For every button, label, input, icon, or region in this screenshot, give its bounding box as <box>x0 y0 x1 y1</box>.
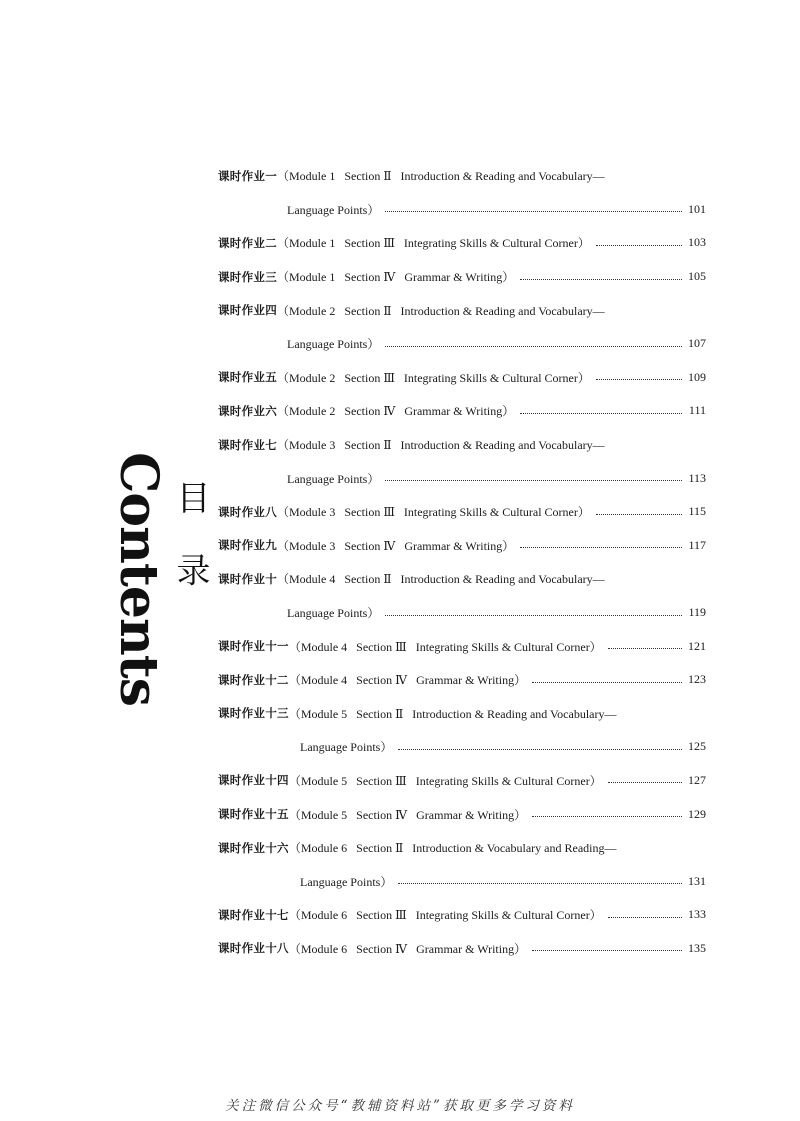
contents-title-chinese: 目 录 <box>170 480 210 601</box>
toc-dot-leader <box>520 546 682 548</box>
toc-dot-leader <box>596 378 682 380</box>
toc-dot-leader <box>520 412 682 414</box>
toc-dot-leader <box>608 781 682 783</box>
toc-entry-lesson-label: 课时作业十一 <box>218 639 289 654</box>
toc-entry[interactable] <box>218 159 706 193</box>
toc-entry[interactable] <box>218 394 706 428</box>
toc-dot-leader <box>532 815 682 817</box>
toc-entry-lesson-label: 课时作业十七 <box>218 907 289 922</box>
toc-entry[interactable] <box>218 932 706 966</box>
toc-entry-title: （Module 1 Section Ⅱ Introduction & Reading and Vocabulary— <box>277 169 605 184</box>
toc-entry[interactable] <box>218 495 706 529</box>
toc-entry-lesson-label: 课时作业十二 <box>218 672 289 687</box>
toc-page-number: 123 <box>688 672 706 687</box>
toc-dot-leader <box>385 614 682 616</box>
toc-entry-title: （Module 4 Section Ⅲ Integrating Skills & Cultural Corner） <box>288 639 602 654</box>
toc-dot-leader <box>532 949 682 951</box>
toc-entry[interactable] <box>218 461 706 495</box>
toc-entry-title: Language Points） <box>300 740 393 755</box>
toc-entry-title: （Module 3 Section Ⅲ Integrating Skills & Cultural Corner） <box>277 505 590 520</box>
toc-entry-lesson-label: 课时作业十三 <box>218 706 289 721</box>
toc-entry[interactable] <box>218 193 706 227</box>
toc-dot-leader <box>520 278 682 280</box>
toc-entry[interactable] <box>218 428 706 462</box>
toc-entry[interactable] <box>218 327 706 361</box>
toc-entry-lesson-label: 课时作业十 <box>218 571 277 586</box>
toc-entry-lesson-label: 课时作业三 <box>218 269 277 284</box>
toc-entry-title: （Module 5 Section Ⅳ Grammar & Writing） <box>288 807 527 822</box>
toc-entry-lesson-label: 课时作业十四 <box>218 773 289 788</box>
toc-entry[interactable] <box>218 529 706 563</box>
toc-entry-lesson-label: 课时作业九 <box>218 538 277 553</box>
toc-entry-lesson-label: 课时作业八 <box>218 504 277 519</box>
toc-page-number: 117 <box>688 537 706 552</box>
toc-entry[interactable] <box>218 663 706 697</box>
toc-page-number: 127 <box>688 772 706 787</box>
toc-page-number: 133 <box>688 907 706 922</box>
toc-page-number: 101 <box>688 201 706 216</box>
toc-entry[interactable] <box>218 260 706 294</box>
toc-page-number: 129 <box>688 806 706 821</box>
toc-dot-leader <box>385 210 682 212</box>
toc-entry-title: （Module 2 Section Ⅳ Grammar & Writing） <box>277 404 515 419</box>
toc-dot-leader <box>398 882 682 884</box>
toc-entry-title: Language Points） <box>287 606 380 621</box>
toc-page-number: 125 <box>688 739 706 754</box>
toc-entry[interactable] <box>218 831 706 865</box>
toc-entry[interactable] <box>218 361 706 395</box>
toc-entry-title: （Module 6 Section Ⅲ Integrating Skills & Cultural Corner） <box>288 908 602 923</box>
toc-entry[interactable] <box>218 764 706 798</box>
toc-page-number: 109 <box>688 369 706 384</box>
toc-entry[interactable] <box>218 629 706 663</box>
toc-entry-lesson-label: 课时作业七 <box>218 437 277 452</box>
toc-entry-title: （Module 3 Section Ⅱ Introduction & Reading and Vocabulary— <box>277 438 605 453</box>
toc-entry-title: Language Points） <box>287 202 380 217</box>
toc-entry-title: Language Points） <box>287 337 380 352</box>
toc-page-number: 103 <box>688 235 706 250</box>
toc-entry-title: （Module 3 Section Ⅳ Grammar & Writing） <box>277 538 515 553</box>
toc-page-number: 111 <box>688 403 706 418</box>
toc-dot-leader <box>398 748 682 750</box>
toc-entry-title: （Module 2 Section Ⅱ Introduction & Reading and Vocabulary— <box>277 303 605 318</box>
toc-page-number: 135 <box>688 940 706 955</box>
toc-entry-title: （Module 5 Section Ⅲ Integrating Skills & Cultural Corner） <box>288 773 602 788</box>
footer-note: 关注微信公众号“教辅资料站”获取更多学习资料 <box>225 1098 575 1114</box>
toc-entry-lesson-label: 课时作业十八 <box>218 941 289 956</box>
toc-entry-lesson-label: 课时作业十五 <box>218 807 289 822</box>
toc-entry[interactable] <box>218 864 706 898</box>
toc-page-number: 107 <box>688 336 706 351</box>
toc-entry-title: （Module 1 Section Ⅲ Integrating Skills & Cultural Corner） <box>277 236 590 251</box>
toc-entry-lesson-label: 课时作业一 <box>218 168 277 183</box>
toc-dot-leader <box>385 345 682 347</box>
toc-entry-lesson-label: 课时作业六 <box>218 403 277 418</box>
table-of-contents <box>218 159 706 965</box>
toc-entry[interactable] <box>218 293 706 327</box>
toc-entry[interactable] <box>218 797 706 831</box>
toc-entry[interactable] <box>218 596 706 630</box>
toc-dot-leader <box>532 681 682 683</box>
toc-entry-title: （Module 2 Section Ⅲ Integrating Skills & Cultural Corner） <box>277 370 590 385</box>
toc-entry[interactable] <box>218 562 706 596</box>
toc-entry-title: （Module 4 Section Ⅱ Introduction & Reading and Vocabulary— <box>277 572 605 587</box>
toc-entry-lesson-label: 课时作业十六 <box>218 840 289 855</box>
toc-page-number: 105 <box>688 269 706 284</box>
toc-entry[interactable] <box>218 730 706 764</box>
toc-dot-leader <box>596 513 682 515</box>
toc-entry-lesson-label: 课时作业二 <box>218 235 277 250</box>
toc-page-number: 113 <box>688 470 706 485</box>
toc-dot-leader <box>596 244 682 246</box>
toc-page-number: 131 <box>688 873 706 888</box>
toc-page-number: 121 <box>688 638 706 653</box>
toc-entry-title: （Module 6 Section Ⅱ Introduction & Vocabulary and Reading— <box>288 841 617 856</box>
toc-entry-lesson-label: 课时作业四 <box>218 303 277 318</box>
toc-entry[interactable] <box>218 898 706 932</box>
toc-page-number: 115 <box>688 504 706 519</box>
toc-entry-title: （Module 4 Section Ⅳ Grammar & Writing） <box>288 673 527 688</box>
toc-page-number: 119 <box>688 605 706 620</box>
toc-entry-title: （Module 6 Section Ⅳ Grammar & Writing） <box>288 941 527 956</box>
toc-entry-title: （Module 1 Section Ⅳ Grammar & Writing） <box>277 270 515 285</box>
toc-entry-title: （Module 5 Section Ⅱ Introduction & Reading and Vocabulary— <box>288 706 617 721</box>
toc-entry-title: Language Points） <box>300 874 393 889</box>
toc-entry-lesson-label: 课时作业五 <box>218 370 277 385</box>
toc-entry[interactable] <box>218 697 706 731</box>
toc-dot-leader <box>385 479 682 481</box>
contents-title-english: Contents <box>108 452 169 707</box>
toc-entry[interactable] <box>218 226 706 260</box>
toc-dot-leader <box>608 916 682 918</box>
toc-dot-leader <box>608 647 682 649</box>
toc-entry-title: Language Points） <box>287 471 380 486</box>
contents-side-title <box>108 452 212 707</box>
